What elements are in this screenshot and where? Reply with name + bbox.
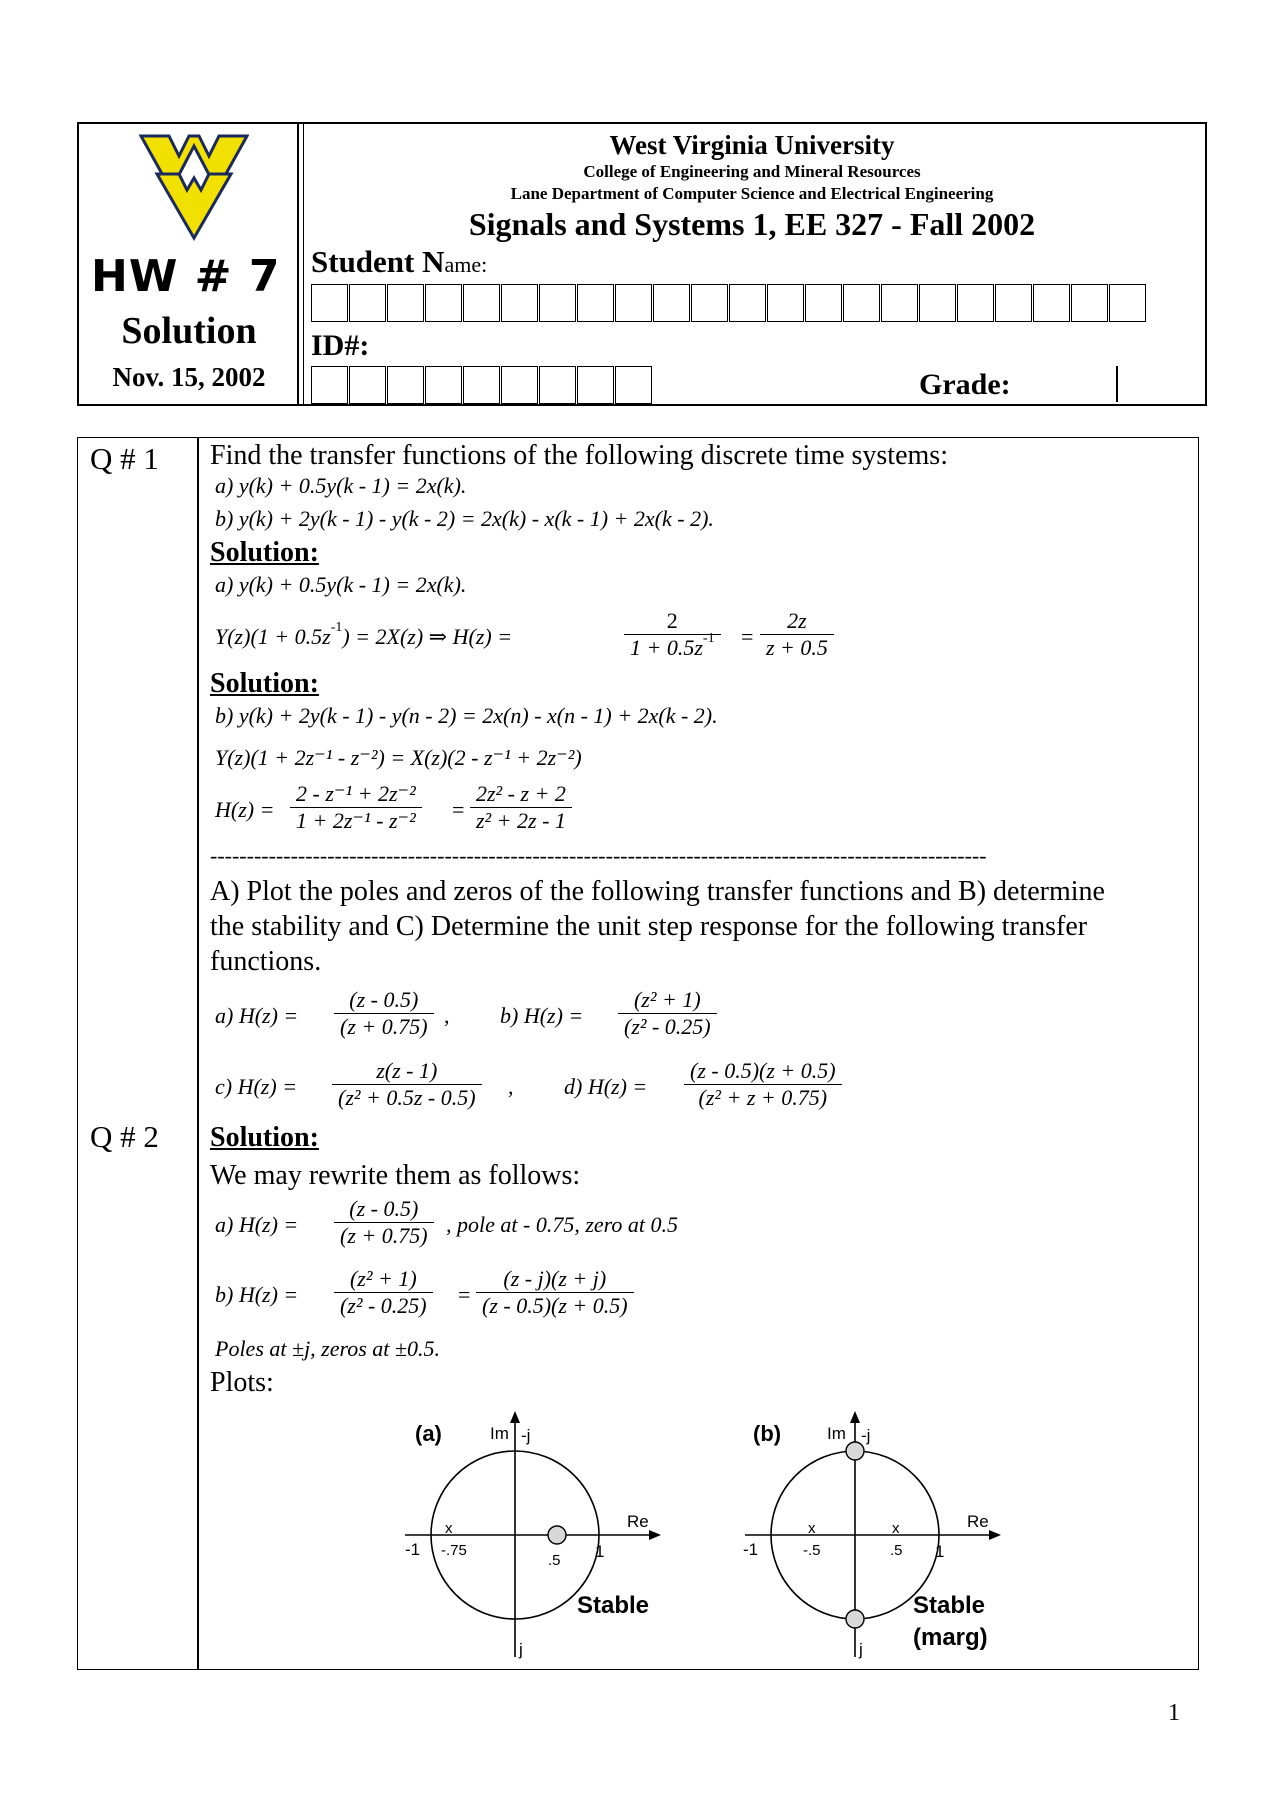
plot-a-zero-marker <box>548 1526 566 1544</box>
q2-rb-fraction-2: $\frac{(z - j)(z + j)}{(z - 0.5)(z + 0.5)}$ <box>476 1266 634 1319</box>
q1-sol-b-line: b) y(k) + 2y(k - 1) - y(n - 2) = 2x(n) - x(n - 1) + 2x(k - 2). <box>215 703 718 728</box>
plot-a-bottom-label: j <box>519 1640 523 1659</box>
q2-d-fraction: $\frac{(z - 0.5)(z + 0.5)}{\text{(z² + z + 0.75)}}$ <box>684 1058 842 1111</box>
university-name: West Virginia University <box>609 130 895 160</box>
pole-zero-plot-b <box>735 1405 1015 1665</box>
q1-solution-heading-2: Solution: <box>210 668 319 699</box>
q2-rb-equals: = <box>458 1282 471 1307</box>
q1-sol-b-equals: = <box>452 797 465 822</box>
plot-a-tag: (a) <box>415 1421 442 1446</box>
course-title: Signals and Systems 1, EE 327 - Fall 2002 <box>468 206 1036 242</box>
q2-b-label: b) H(z) = <box>500 1003 584 1028</box>
plot-b-top-label: -j <box>861 1426 871 1445</box>
imag-axis-arrow-a <box>510 1411 520 1423</box>
q2-rb-label: b) H(z) = <box>215 1282 299 1307</box>
q2-ra-fraction: $\frac{(z - 0.5)}{(z + 0.75)}$ <box>334 1196 434 1249</box>
plot-a-status: Stable <box>577 1592 650 1619</box>
student-name-boxes[interactable] <box>311 284 1147 322</box>
id-boxes[interactable] <box>311 366 653 404</box>
plot-b-tag: (b) <box>753 1421 782 1446</box>
q2-a-comma: , <box>444 1003 450 1028</box>
plot-a-pole-mark: x <box>445 1520 453 1537</box>
plot-b-pole-left-mark: x <box>808 1520 816 1537</box>
q1-sol-b-fraction-2: $\frac{\text{2z² - z + 2}}{\text{z² + 2z - 1}}$ <box>470 781 572 834</box>
plot-a-neg-one: -1 <box>405 1540 421 1559</box>
q1-prompt: Find the transfer functions of the following discrete time systems: <box>210 440 948 471</box>
plot-b-zero-bottom-marker <box>846 1610 864 1628</box>
grade-field[interactable] <box>1116 366 1118 402</box>
q2-a-fraction: $\frac{(z - 0.5)}{(z + 0.75)}$ <box>334 987 434 1040</box>
q2-poles-zeros-line: Poles at ±j, zeros at ±0.5. <box>215 1336 440 1361</box>
q2-rewrite-text: We may rewrite them as follows: <box>210 1160 581 1191</box>
department-name: Lane Department of Computer Science and Electrical Engineering <box>510 184 994 203</box>
q2-c-comma: , <box>508 1074 514 1099</box>
q1-sol-b-h: H(z) = <box>215 797 275 822</box>
plot-a-re-label: Re <box>627 1512 649 1531</box>
q2-rb-fraction-1: $\frac{\text{(z² + 1)}}{\text{(z² - 0.25)}}$ <box>334 1266 433 1319</box>
q1-sol-a-line: a) y(k) + 0.5y(k - 1) = 2x(k). <box>215 572 467 597</box>
plot-b-pole-right-mark: x <box>892 1520 900 1537</box>
hw-date: Nov. 15, 2002 <box>112 362 266 392</box>
q1-eq-b: b) y(k) + 2y(k - 1) - y(k - 2) = 2x(k) - x(k - 1) + 2x(k - 2). <box>215 506 714 531</box>
plot-b-status: Stable <box>913 1592 986 1619</box>
imag-axis-arrow-b <box>850 1411 860 1423</box>
header-right-cell <box>299 124 1205 404</box>
plot-a-im-label: Im <box>490 1424 509 1443</box>
q2-ra-label: a) H(z) = <box>215 1212 299 1237</box>
column-divider <box>197 438 199 1669</box>
id-label: ID#: <box>311 329 370 362</box>
header-box <box>77 122 1207 406</box>
plot-b-im-label: Im <box>827 1424 846 1443</box>
plot-b-bottom-label: j <box>859 1640 863 1659</box>
plot-a-pole-label: -.75 <box>441 1542 467 1559</box>
real-axis-arrow-a <box>649 1530 661 1540</box>
pole-zero-plot-a <box>395 1405 675 1665</box>
q2-b-fraction: $\frac{\text{(z² + 1)}}{\text{(z² - 0.25)}}$ <box>618 987 717 1040</box>
q1-label: Q # 1 <box>90 441 159 476</box>
plot-b-neg-one: -1 <box>743 1540 759 1559</box>
plot-b-pole-right-label: .5 <box>890 1542 903 1559</box>
q2-prompt-line-3: functions. <box>210 946 322 977</box>
plot-b-zero-top-marker <box>846 1442 864 1460</box>
wvu-logo-icon <box>139 132 249 242</box>
q1-sol-a-fraction-1: $\frac{2}{1 + 0.5z^{-1}}$ <box>624 608 721 661</box>
student-name-label: Student Name: <box>311 244 488 279</box>
plot-a-top-label: -j <box>521 1426 531 1445</box>
q1-eq-a: a) y(k) + 0.5y(k - 1) = 2x(k). <box>215 473 467 498</box>
question-separator: ---------------------------------------------------------------------------------------------------------- <box>210 843 987 868</box>
plot-b-re-label: Re <box>967 1512 989 1531</box>
plot-a-one: 1 <box>595 1542 605 1561</box>
solution-title: Solution <box>121 310 257 352</box>
q2-prompt-line-1: A) Plot the poles and zeros of the following transfer functions and B) determine <box>210 876 1105 907</box>
q1-sol-b-fraction-1: $\frac{\text{2 - z⁻¹ + 2z⁻²}}{\text{1 + 2z⁻¹ - z⁻²}}$ <box>290 781 422 834</box>
q2-ra-tail: , pole at - 0.75, zero at 0.5 <box>446 1212 678 1237</box>
q1-sol-a-lhs: $Y(z)(1 + 0.5z^{-1}) = 2X(z)$ ⇒ H(z) = <box>215 620 513 649</box>
q2-c-label: c) H(z) = <box>215 1074 298 1099</box>
grade-label: Grade: <box>919 368 1011 401</box>
hw-number: HW # 7 <box>91 251 281 302</box>
q2-label: Q # 2 <box>90 1119 159 1154</box>
q2-a-label: a) H(z) = <box>215 1003 299 1028</box>
q2-c-fraction: $\frac{z(z - 1)}{\text{(z² + 0.5z - 0.5)}}$ <box>332 1058 482 1111</box>
q1-sol-a-fraction-2: $\frac{2z}{z + 0.5}$ <box>760 608 834 661</box>
plot-a-zero-label: .5 <box>548 1552 561 1569</box>
q1-sol-b-y: Y(z)(1 + 2z⁻¹ - z⁻²) = X(z)(2 - z⁻¹ + 2z⁻²) <box>215 745 582 770</box>
q1-sol-a-equals: = <box>741 624 754 649</box>
q2-prompt-line-2: the stability and C) Determine the unit step response for the following transfer <box>210 911 1088 942</box>
real-axis-arrow-b <box>989 1530 1001 1540</box>
page-number: 1 <box>1168 1700 1180 1726</box>
plot-b-pole-left-label: -.5 <box>803 1542 821 1559</box>
q1-solution-heading-1: Solution: <box>210 537 319 568</box>
plot-b-status-2: (marg) <box>913 1624 988 1651</box>
header-left-cell <box>79 124 299 404</box>
plot-b-one: 1 <box>935 1542 945 1561</box>
q2-plots-label: Plots: <box>210 1367 274 1398</box>
college-name: College of Engineering and Mineral Resources <box>583 162 921 181</box>
q2-solution-heading: Solution: <box>210 1122 319 1153</box>
q2-d-label: d) H(z) = <box>564 1074 648 1099</box>
